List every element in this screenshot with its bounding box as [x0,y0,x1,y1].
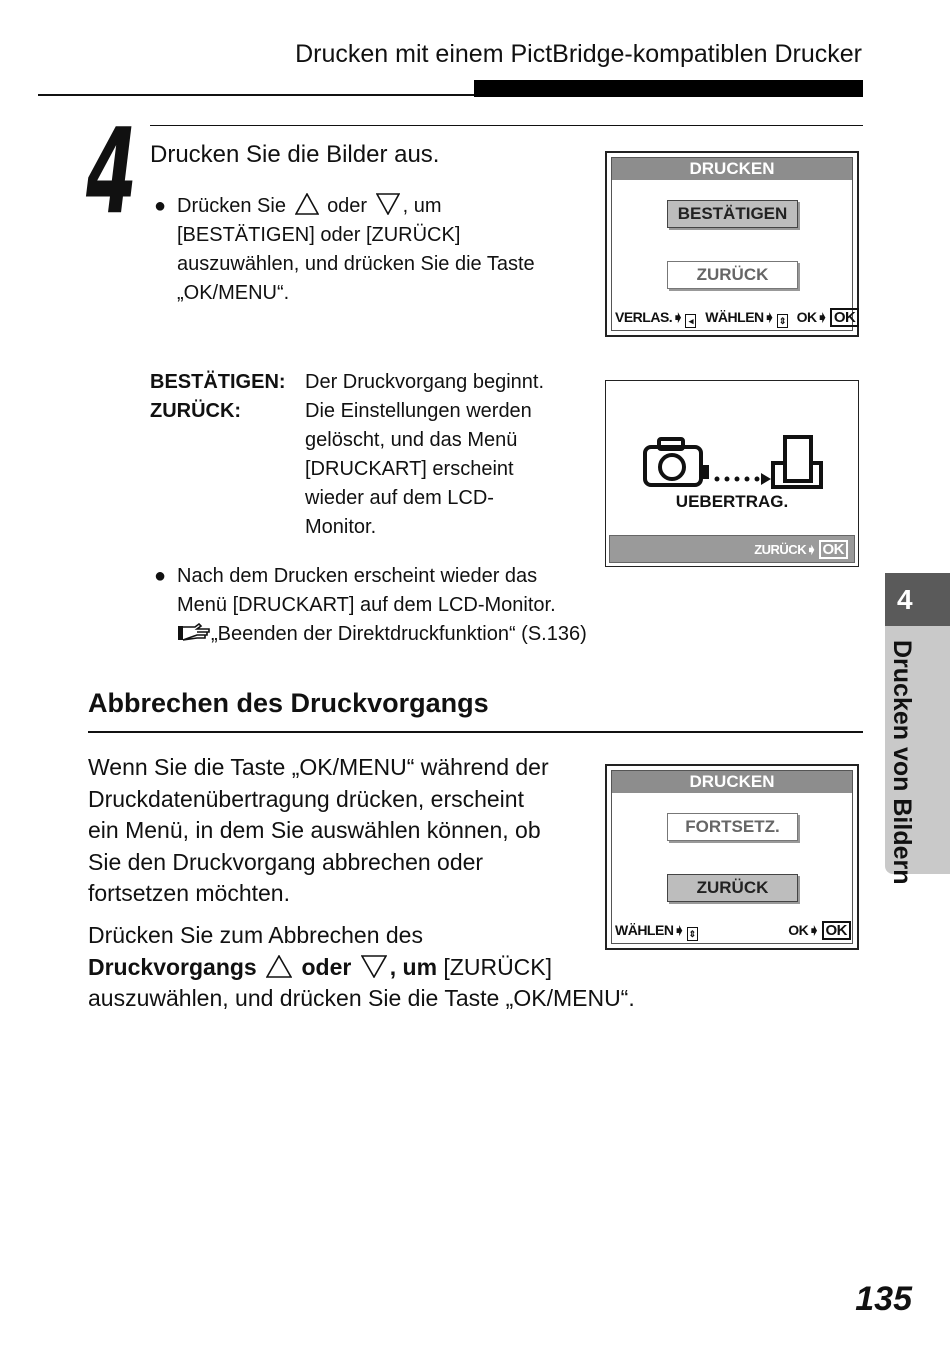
left-button-icon: ◂ [685,314,696,328]
term-back: ZURÜCK: [150,400,242,422]
paragraph-line: fortsetzen möchten. [88,880,290,906]
step-title: Drucken Sie die Bilder aus. [150,141,440,168]
footer-select-label: WÄHLEN [615,922,674,938]
def-back-line: Monitor. [305,516,377,538]
cross-reference-link[interactable]: „Beenden der Direktdruckfunktion“ (S.136) [211,623,587,645]
paragraph-bold: oder [301,953,352,980]
footer-ok-label: OK [796,309,817,325]
paragraph-line: Druckdatenübertragung drücken, erscheint [88,785,524,812]
bullet1-line1-end: , um [402,195,442,217]
step-bullet-1 [177,192,587,308]
bullet1-line4: „OK/MENU“. [177,282,290,304]
footer-select-label: WÄHLEN [705,309,764,325]
chapter-tab-label: Drucken von Bildern [888,640,916,885]
down-arrow-icon [361,955,387,978]
lcd-screen-print-confirm [605,151,859,337]
bullet1-mid: oder [327,195,368,217]
def-back-line: gelöscht, und das Menü [305,429,518,451]
paragraph-line: Sie den Druckvorgang abbrechen oder [88,848,484,875]
up-arrow-icon [266,955,292,978]
paragraph-text: [ZURÜCK] [443,953,553,980]
option-confirm[interactable]: BESTÄTIGEN [667,200,798,228]
step-number: 4 [86,102,137,240]
step-bullet-2 [177,562,637,649]
page-header-title: Drucken mit einem PictBridge-kompatiblen Drucker [295,40,862,68]
term-confirm: BESTÄTIGEN: [150,371,286,393]
def-back-line: wieder auf dem LCD- [305,487,494,509]
updown-button-icon: ⇕ [778,316,786,326]
header-bar [474,80,863,97]
paragraph-line: ein Menü, in dem Sie auswählen können, ob [88,817,541,843]
down-arrow-icon [376,193,400,215]
bullet2-line1: Nach dem Drucken erscheint wieder das [177,565,538,587]
section-paragraph-1 [88,752,593,910]
paragraph-bold: Druckvorgangs [88,953,257,980]
updown-button-icon: ⇕ [688,929,696,939]
reference-hand-icon [177,623,211,643]
screen-title: DRUCKEN [612,771,852,793]
transfer-status: UEBERTRAG. [675,492,789,511]
header-rule [38,94,476,96]
option-back[interactable]: ZURÜCK [667,261,798,289]
def-back-line: Die Einstellungen werden [305,400,532,422]
lcd-screen-transfer [605,380,859,567]
bullet-dot: ● [154,195,167,217]
paragraph-line: Drücken Sie zum Abbrechen des [88,922,423,948]
paragraph-line: auszuwählen, und drücken Sie die Taste „OK/MENU“. [88,985,635,1011]
ok-button-icon: OK [819,540,849,559]
chapter-tab-number: 4 [885,573,950,626]
footer-back-label: VERLAS. [615,309,673,325]
def-back [305,397,532,542]
bullet1-line3: auszuwählen, und drücken Sie die Taste [177,253,535,275]
screen-footer: WÄHLEN➧ ⇕ OK➧ OK [615,919,853,941]
ok-button-icon: OK [830,308,860,327]
bullet1-pre: Drücken Sie [177,195,286,217]
section-rule [88,731,863,733]
bullet2-line2: Menü [DRUCKART] auf dem LCD-Monitor. [177,594,556,616]
section-title: Abbrechen des Druckvorgangs [88,688,489,718]
paragraph-line: Wenn Sie die Taste „OK/MENU“ während der [88,754,549,780]
page-number: 135 [855,1280,912,1318]
bullet1-line2: [BESTÄTIGEN] oder [ZURÜCK] [177,224,461,246]
step-rule [150,125,863,126]
option-continue[interactable]: FORTSETZ. [667,813,798,841]
def-back-line: [DRUCKART] erscheint [305,458,514,480]
camera-to-printer-icon [641,433,826,491]
option-back[interactable]: ZURÜCK [667,874,798,902]
paragraph-bold: , um [389,953,438,980]
screen-title: DRUCKEN [612,158,852,180]
ok-button-icon: OK [822,921,852,940]
screen-footer: VERLAS.➧ ◂ WÄHLEN➧ ⇕ OK➧ OK [615,306,853,328]
footer-back-label: ZURÜCK [754,542,807,557]
bullet-dot: ● [154,565,167,587]
def-confirm: Der Druckvorgang beginnt. [305,371,545,393]
lcd-screen-print-cancel [605,764,859,950]
screen-footer: ZURÜCK➧ OK [609,535,855,563]
up-arrow-icon [295,193,319,215]
footer-ok-label: OK [788,922,809,938]
